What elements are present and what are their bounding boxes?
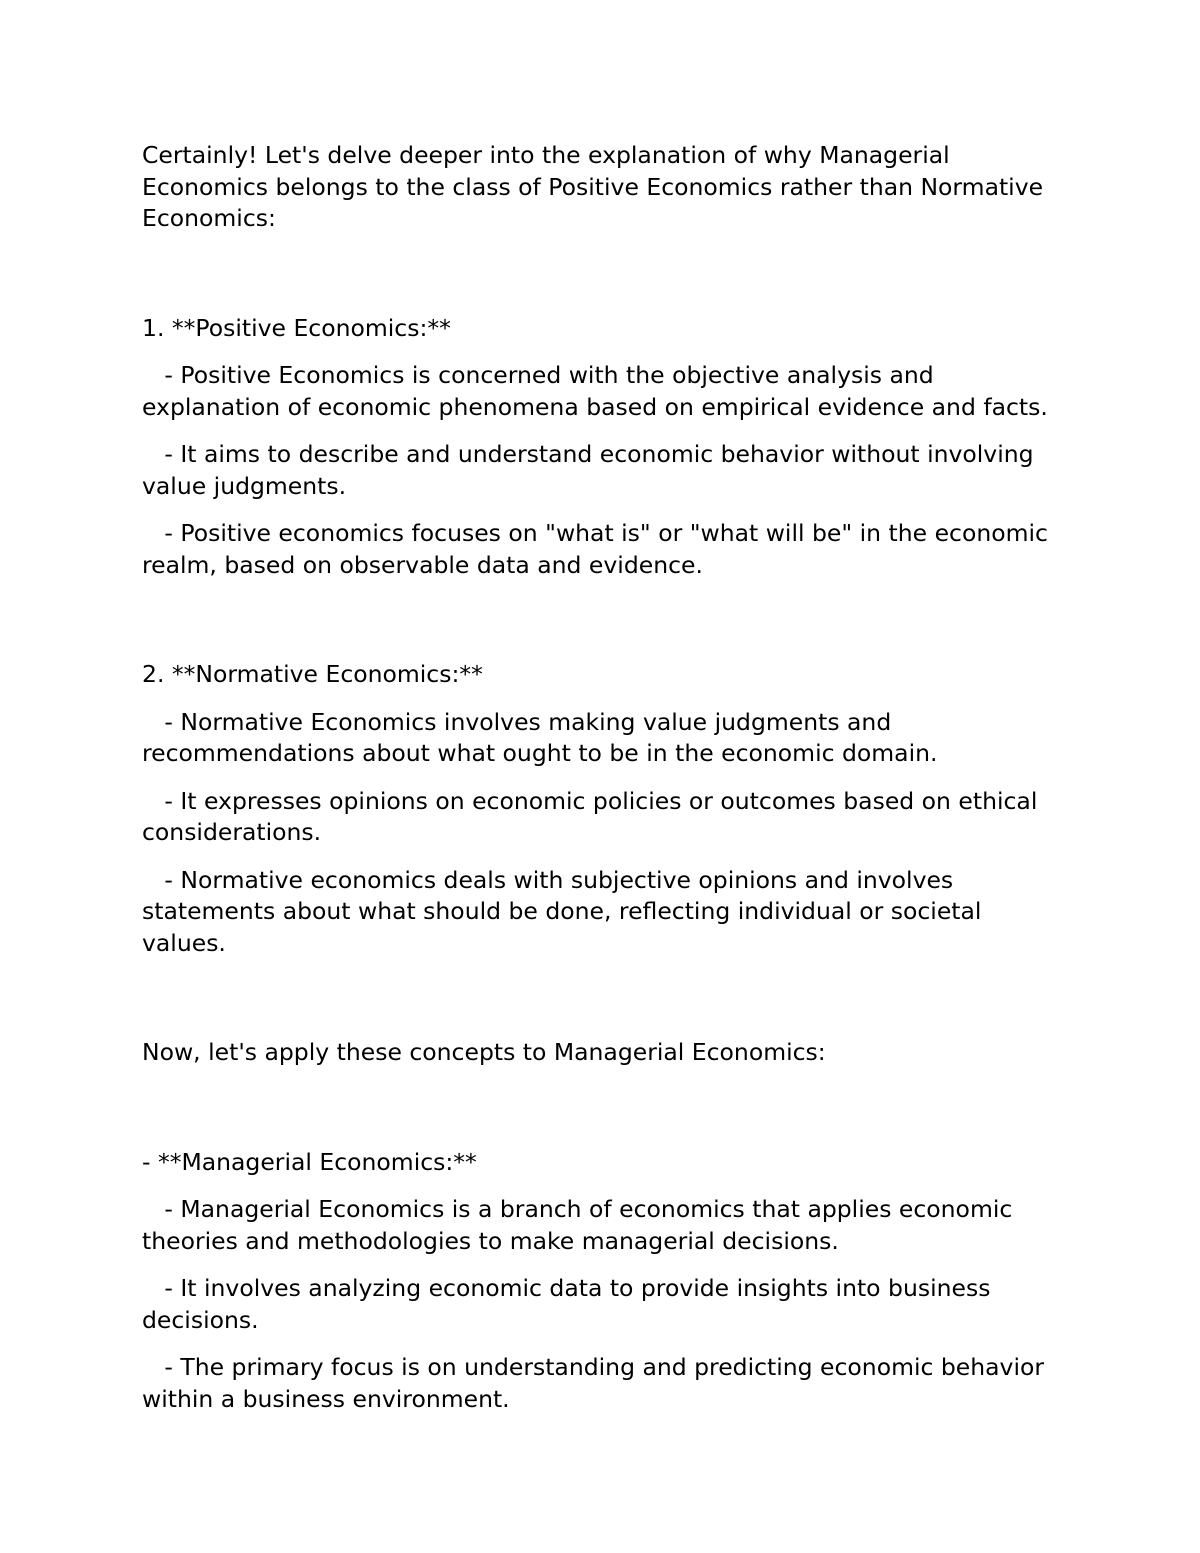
section-heading: 1. **Positive Economics:** <box>142 313 451 342</box>
list-item: - It aims to describe and understand economic behavior without involving value judgments. <box>142 440 1042 500</box>
section-normative-economics <box>142 659 1062 959</box>
section-heading: - **Managerial Economics:** <box>142 1147 477 1176</box>
list-item: - Positive economics focuses on "what is" or "what will be" in the economic realm, based on observable data and evidence. <box>142 519 1056 579</box>
list-item: - Normative Economics involves making value judgments and recommendations about what ought to be in the economic domain. <box>142 707 938 767</box>
transition-paragraph: Now, let's apply these concepts to Managerial Economics: <box>142 1038 826 1066</box>
section-positive-economics <box>142 313 1062 582</box>
list-item: - It involves analyzing economic data to provide insights into business decisions. <box>142 1274 998 1334</box>
list-item: - Managerial Economics is a branch of economics that applies economic theories and methodologies to make managerial decisions. <box>142 1195 1020 1255</box>
section-managerial-economics <box>142 1147 1062 1416</box>
section-heading: 2. **Normative Economics:** <box>142 660 483 688</box>
list-item: - It expresses opinions on economic policies or outcomes based on ethical considerations. <box>142 786 1045 846</box>
list-item: - Positive Economics is concerned with the objective analysis and explanation of economic phenomena based on empirical evidence and facts. <box>142 361 1048 421</box>
list-item: - Normative economics deals with subjective opinions and involves statements about what should be done, reflecting individual or societal values. <box>142 865 989 957</box>
intro-paragraph: Certainly! Let's delve deeper into the explanation of why Managerial Economics belongs to the class of Positive Economics rather than Normative Economics: <box>142 141 1051 232</box>
list-item: - The primary focus is on understanding and predicting economic behavior within a business environment. <box>142 1353 1052 1413</box>
document-body <box>142 140 1062 1431</box>
